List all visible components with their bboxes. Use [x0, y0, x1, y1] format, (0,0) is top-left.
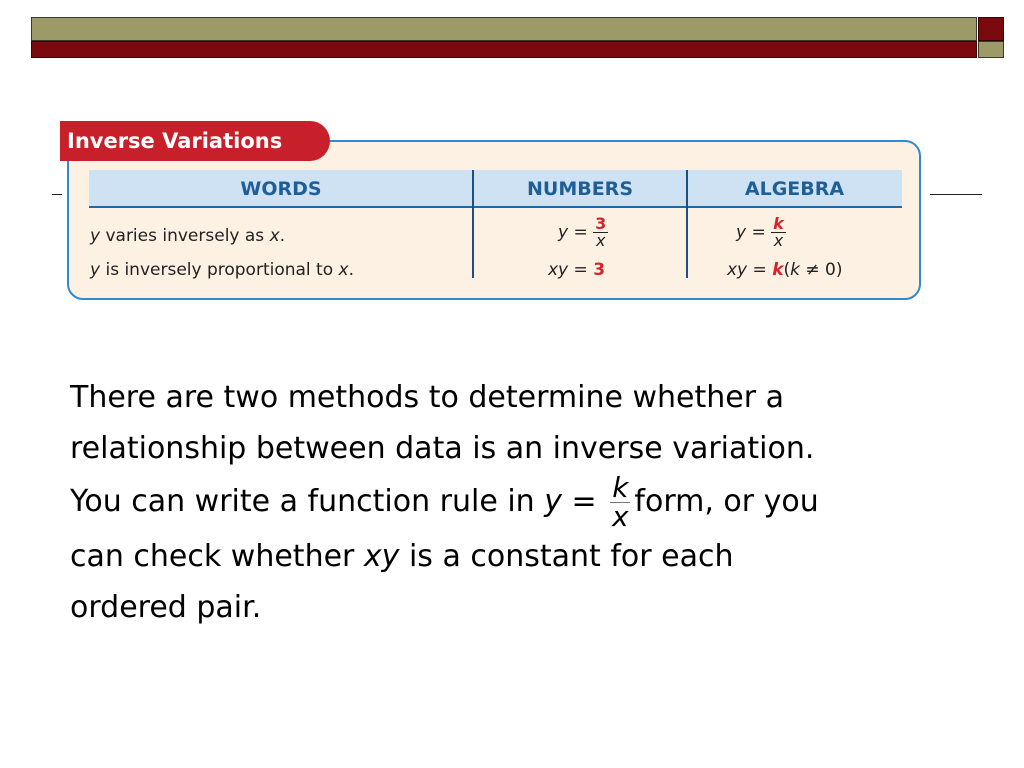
table-header-row: [89, 170, 902, 208]
explanation-paragraph: [70, 372, 970, 633]
row1-numbers-fraction: [593, 216, 608, 249]
row1-algebra-fraction: [771, 216, 786, 249]
paragraph-line-2: relationship between data is an inverse variation.: [70, 431, 815, 466]
row2-words-var2: x: [338, 260, 349, 280]
column-divider-1: [472, 170, 474, 278]
line3-denominator: x: [612, 500, 629, 533]
row1-numbers-numerator: 3: [595, 214, 607, 233]
row2-algebra-k: k: [772, 260, 784, 280]
row2-algebra-lhs: xy: [727, 260, 748, 280]
row1-words-var2: x: [269, 226, 280, 246]
top-olive-bar: [31, 17, 977, 41]
row2-algebra: [727, 260, 843, 280]
row1-words-text: varies inversely as: [100, 226, 270, 246]
row2-numbers: [548, 260, 605, 280]
line3-text-b: form, or you: [634, 484, 819, 519]
right-rule: [930, 194, 982, 195]
row2-algebra-open-paren: (: [783, 260, 791, 280]
row2-words-text: is inversely proportional to: [100, 260, 339, 280]
row1-algebra-lhs: y: [736, 222, 747, 243]
row1-algebra-numerator: k: [773, 214, 784, 233]
line3-text-a: You can write a function rule in: [70, 484, 545, 519]
line3-eq: =: [561, 484, 607, 519]
header-algebra: ALGEBRA: [744, 178, 845, 200]
paragraph-line-3: [70, 471, 970, 533]
row2-algebra-eq: =: [747, 260, 773, 280]
row2-numbers-eq: =: [568, 260, 594, 280]
left-rule: [52, 194, 62, 195]
row2-numbers-lhs: xy: [548, 260, 569, 280]
row1-numbers-denominator: x: [595, 231, 606, 250]
header-words: WORDS: [240, 178, 322, 200]
row1-algebra: [736, 216, 786, 249]
row1-numbers-eq: =: [568, 222, 594, 243]
line4-text-a: can check whether: [70, 539, 364, 574]
paragraph-line-1: There are two methods to determine whether a: [70, 380, 784, 415]
row2-words: [90, 260, 354, 280]
line3-numerator: k: [612, 471, 629, 504]
line3-fraction: [610, 471, 630, 533]
row2-algebra-cond-k: k: [790, 260, 800, 280]
line4-var: xy: [363, 539, 400, 574]
line4-text-b: is a constant for each: [399, 539, 734, 574]
row1-algebra-denominator: x: [773, 231, 784, 250]
row1-algebra-eq: =: [746, 222, 772, 243]
row2-algebra-cond-rest: ≠ 0): [800, 260, 843, 280]
corner-olive-square: [978, 41, 1004, 58]
row2-numbers-value: 3: [593, 260, 606, 280]
row1-numbers: [558, 216, 608, 249]
row1-words-end: .: [279, 226, 286, 246]
box-title: Inverse Variations: [60, 121, 330, 161]
paragraph-line-5: ordered pair.: [70, 590, 262, 625]
paragraph-line-4: [70, 531, 970, 582]
row1-words: [90, 226, 285, 246]
top-maroon-bar: [31, 41, 977, 58]
column-divider-2: [686, 170, 688, 278]
row1-numbers-lhs: y: [558, 222, 569, 243]
row2-words-end: .: [348, 260, 354, 280]
corner-maroon-square: [978, 17, 1004, 41]
row1-words-var: y: [90, 226, 101, 246]
row2-words-var: y: [90, 260, 101, 280]
header-numbers: NUMBERS: [526, 178, 633, 200]
line3-var: y: [544, 484, 562, 519]
